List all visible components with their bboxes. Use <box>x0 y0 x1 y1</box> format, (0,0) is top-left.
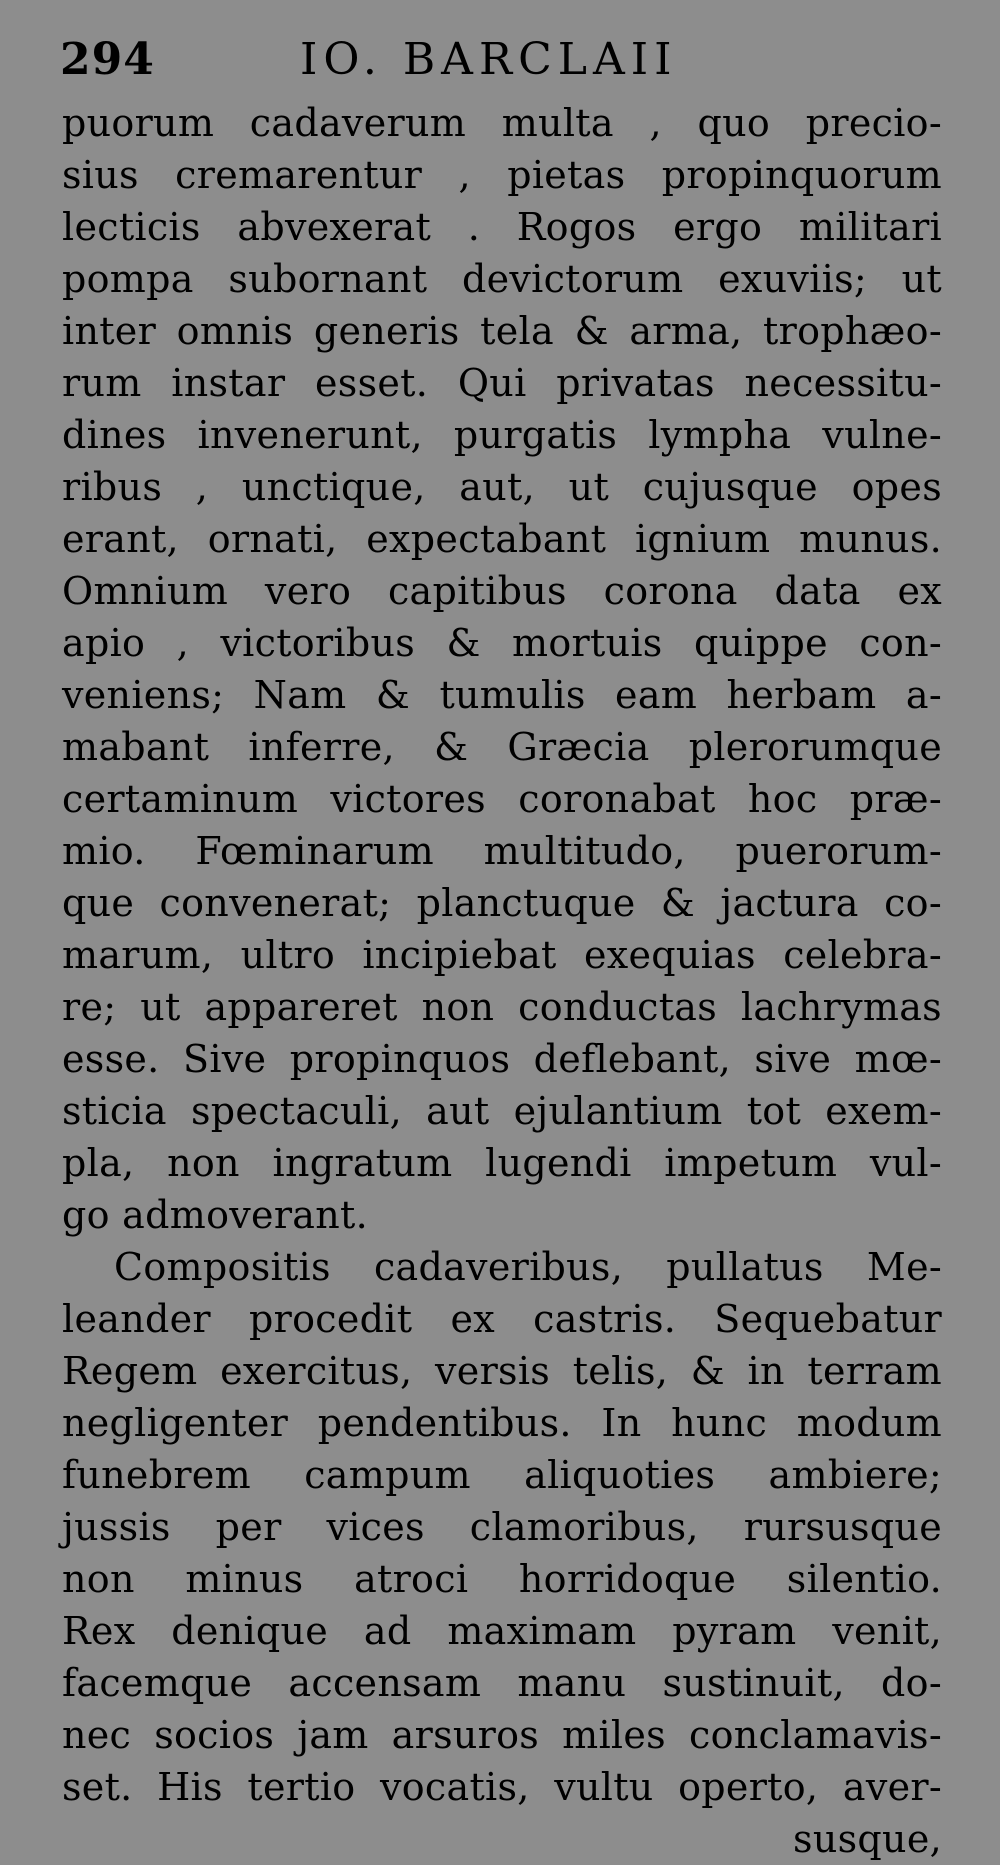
text-line: pompa subornant devictorum exuviis; ut <box>62 257 942 301</box>
text-line: que convenerat; planctuque & jactura co- <box>62 881 942 925</box>
text-line: lecticis abvexerat . Rogos ergo militari <box>62 205 942 249</box>
text-line: leander procedit ex castris. Sequebatur <box>62 1297 942 1341</box>
text-line: ribus , unctique, aut, ut cujusque opes <box>62 465 942 509</box>
text-line: certaminum victores coronabat hoc præ- <box>62 777 942 821</box>
text-line: esse. Sive propinquos deflebant, sive mœ- <box>62 1037 942 1081</box>
text-line: puorum cadaverum multa , quo precio- <box>62 101 942 145</box>
text-line: Regem exercitus, versis telis, & in terram <box>62 1349 942 1393</box>
body-text <box>62 97 942 1865</box>
text-line: mabant inferre, & Græcia plerorumque <box>62 725 942 769</box>
text-line: funebrem campum aliquoties ambiere; <box>62 1453 942 1497</box>
text-line: dines invenerunt, purgatis lympha vulne- <box>62 413 942 457</box>
paragraph-end-line: go admoverant. <box>62 1193 368 1237</box>
catchword-line: susque, <box>793 1817 942 1861</box>
text-line: negligenter pendentibus. In hunc modum <box>62 1401 942 1445</box>
running-head: IO. BARCLAII <box>300 34 678 85</box>
text-line: sticia spectaculi, aut ejulantium tot exem- <box>62 1089 942 1133</box>
text-line: veniens; Nam & tumulis eam herbam a- <box>62 673 942 717</box>
paragraph-start-line: Compositis cadaveribus, pullatus Me- <box>114 1245 942 1289</box>
text-line: nec socios jam arsuros miles conclamavis- <box>62 1713 942 1757</box>
text-line: non minus atroci horridoque silentio. <box>62 1557 942 1601</box>
text-line: set. His tertio vocatis, vultu operto, aver- <box>62 1765 942 1809</box>
text-line: apio , victoribus & mortuis quippe con- <box>62 621 942 665</box>
page-number: 294 <box>60 34 155 85</box>
text-line: Rex denique ad maximam pyram venit, <box>62 1609 942 1653</box>
page-header <box>60 34 960 94</box>
text-line: jussis per vices clamoribus, rursusque <box>62 1505 942 1549</box>
text-line: inter omnis generis tela & arma, trophæo- <box>62 309 942 353</box>
text-line: sius cremarentur , pietas propinquorum <box>62 153 942 197</box>
text-line: pla, non ingratum lugendi impetum vul- <box>62 1141 942 1185</box>
text-line: erant, ornati, expectabant ignium munus. <box>62 517 942 561</box>
text-line: facemque accensam manu sustinuit, do- <box>62 1661 942 1705</box>
text-line: marum, ultro incipiebat exequias celebra- <box>62 933 942 977</box>
text-line: Omnium vero capitibus corona data ex <box>62 569 942 613</box>
text-line: re; ut appareret non conductas lachrymas <box>62 985 942 1029</box>
text-line: rum instar esset. Qui privatas necessitu- <box>62 361 942 405</box>
text-line: mio. Fœminarum multitudo, puerorum- <box>62 829 942 873</box>
